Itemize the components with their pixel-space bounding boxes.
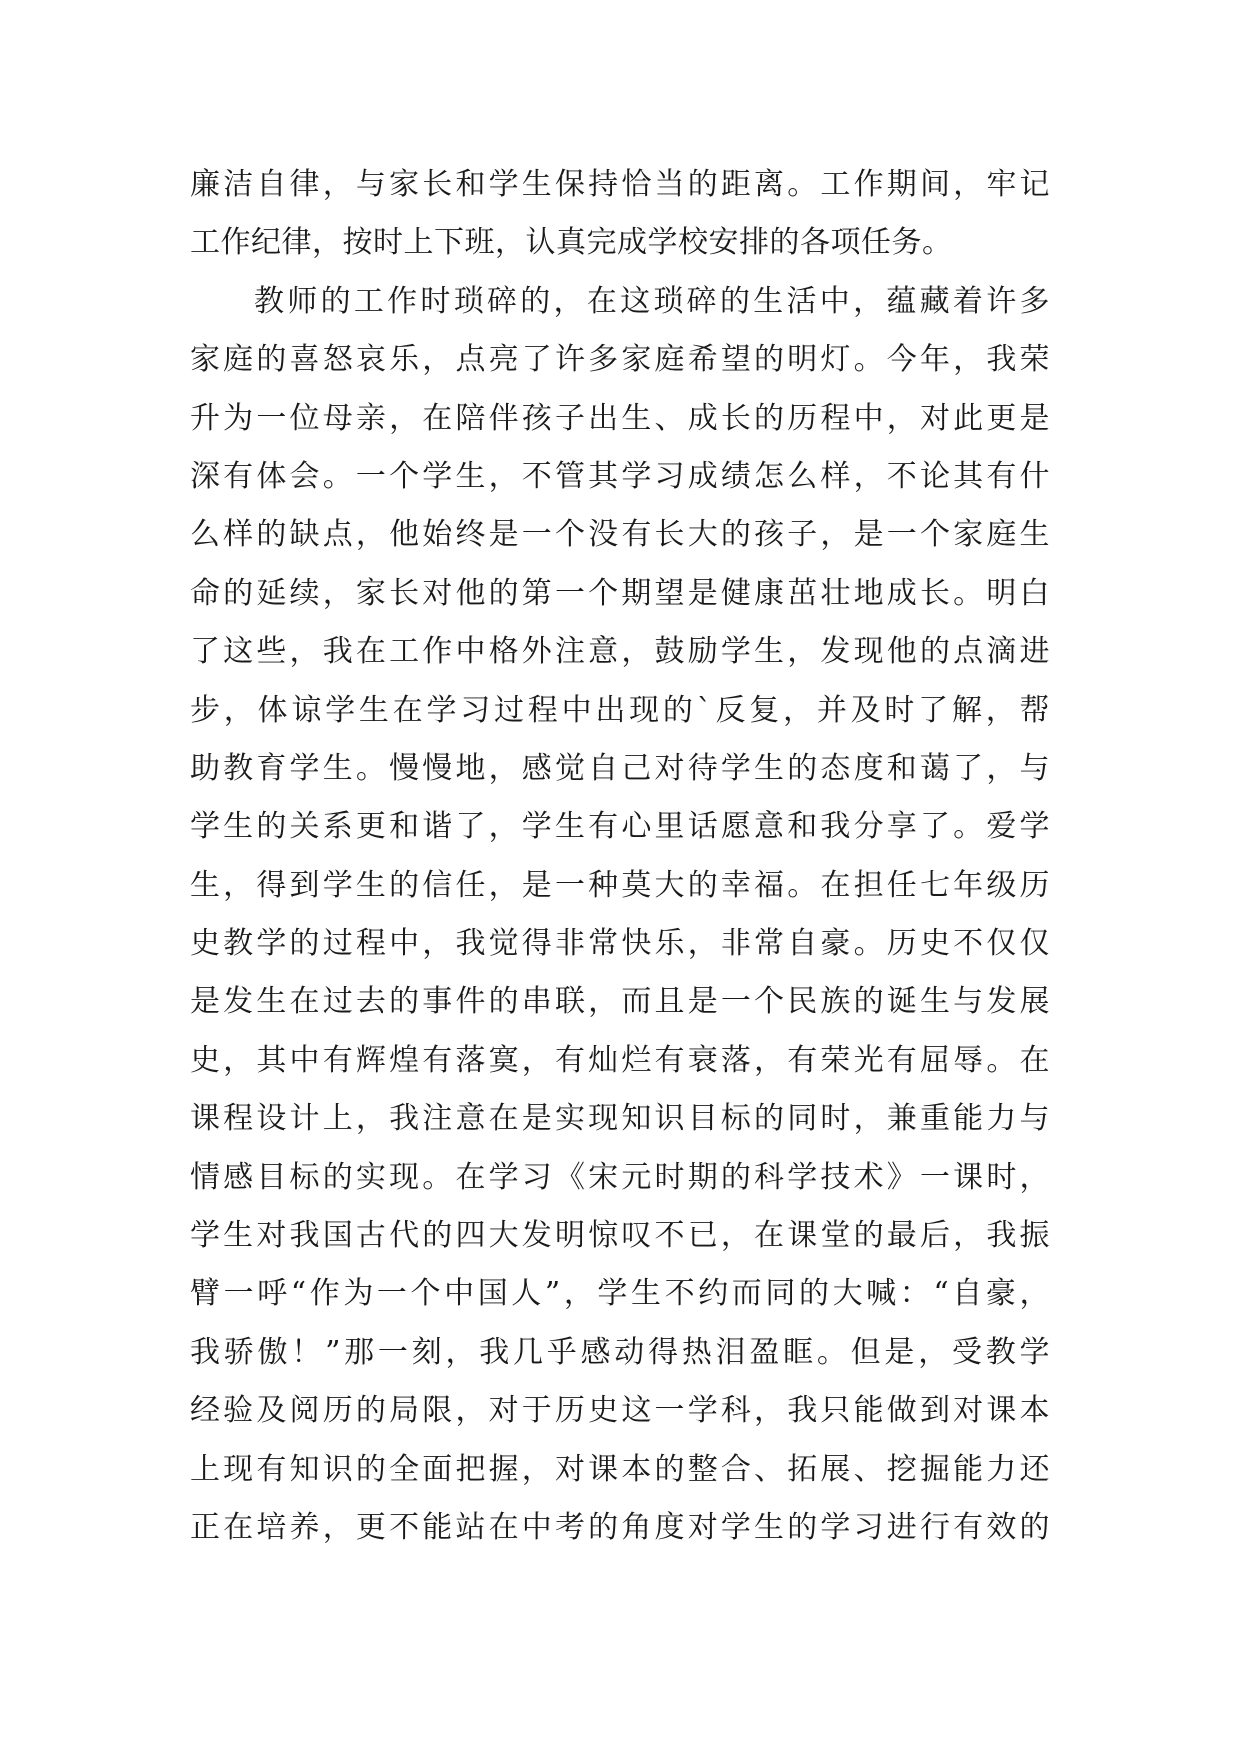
- text-line: 我骄傲！”那一刻，我几乎感动得热泪盈眶。但是，受教学: [190, 1334, 1050, 1370]
- text-line: 深有体会。一个学生，不管其学习成绩怎么样，不论其有什: [190, 458, 1050, 494]
- text-line: 史，其中有辉煌有落寞，有灿烂有衰落，有荣光有屈辱。在: [190, 1042, 1050, 1078]
- text-line: 么样的缺点，他始终是一个没有长大的孩子，是一个家庭生: [190, 517, 1050, 553]
- text-line: 生，得到学生的信任，是一种莫大的幸福。在担任七年级历: [190, 867, 1050, 903]
- text-line: 廉洁自律，与家长和学生保持恰当的距离。工作期间，牢记: [190, 167, 1050, 202]
- text-line: 经验及阅历的局限，对于历史这一学科，我只能做到对课本: [190, 1393, 1050, 1429]
- text-line: 上现有知识的全面把握，对课本的整合、拓展、挖掘能力还: [190, 1451, 1050, 1487]
- body-text: [190, 156, 1050, 1557]
- text-line: 步，体谅学生在学习过程中出现的`反复，并及时了解，帮: [190, 692, 1050, 728]
- text-line: 臂一呼“作为一个中国人”，学生不约而同的大喊：“自豪，: [190, 1276, 1050, 1312]
- text-line-indented: 教师的工作时琐碎的，在这琐碎的生活中，蕴藏着许多: [254, 283, 1050, 319]
- text-line: 情感目标的实现。在学习《宋元时期的科学技术》一课时，: [190, 1159, 1050, 1195]
- text-line: 是发生在过去的事件的串联，而且是一个民族的诞生与发展: [190, 984, 1050, 1020]
- text-line: 家庭的喜怒哀乐，点亮了许多家庭希望的明灯。今年，我荣: [190, 342, 1050, 378]
- text-line: 学生的关系更和谐了，学生有心里话愿意和我分享了。爱学: [190, 809, 1050, 845]
- text-line: 助教育学生。慢慢地，感觉自己对待学生的态度和蔼了，与: [190, 750, 1050, 786]
- text-line: 命的延续，家长对他的第一个期望是健康茁壮地成长。明白: [190, 575, 1050, 611]
- text-line: 学生对我国古代的四大发明惊叹不已，在课堂的最后，我振: [190, 1218, 1050, 1254]
- text-line: 史教学的过程中，我觉得非常快乐，非常自豪。历史不仅仅: [190, 926, 1050, 962]
- text-line: 了这些，我在工作中格外注意，鼓励学生，发现他的点滴进: [190, 634, 1050, 670]
- text-line: 工作纪律，按时上下班，认真完成学校安排的各项任务。: [190, 225, 953, 261]
- text-line: 课程设计上，我注意在是实现知识目标的同时，兼重能力与: [190, 1101, 1050, 1137]
- text-line: 正在培养，更不能站在中考的角度对学生的学习进行有效的: [190, 1509, 1050, 1545]
- text-line: 升为一位母亲，在陪伴孩子出生、成长的历程中，对此更是: [190, 400, 1050, 436]
